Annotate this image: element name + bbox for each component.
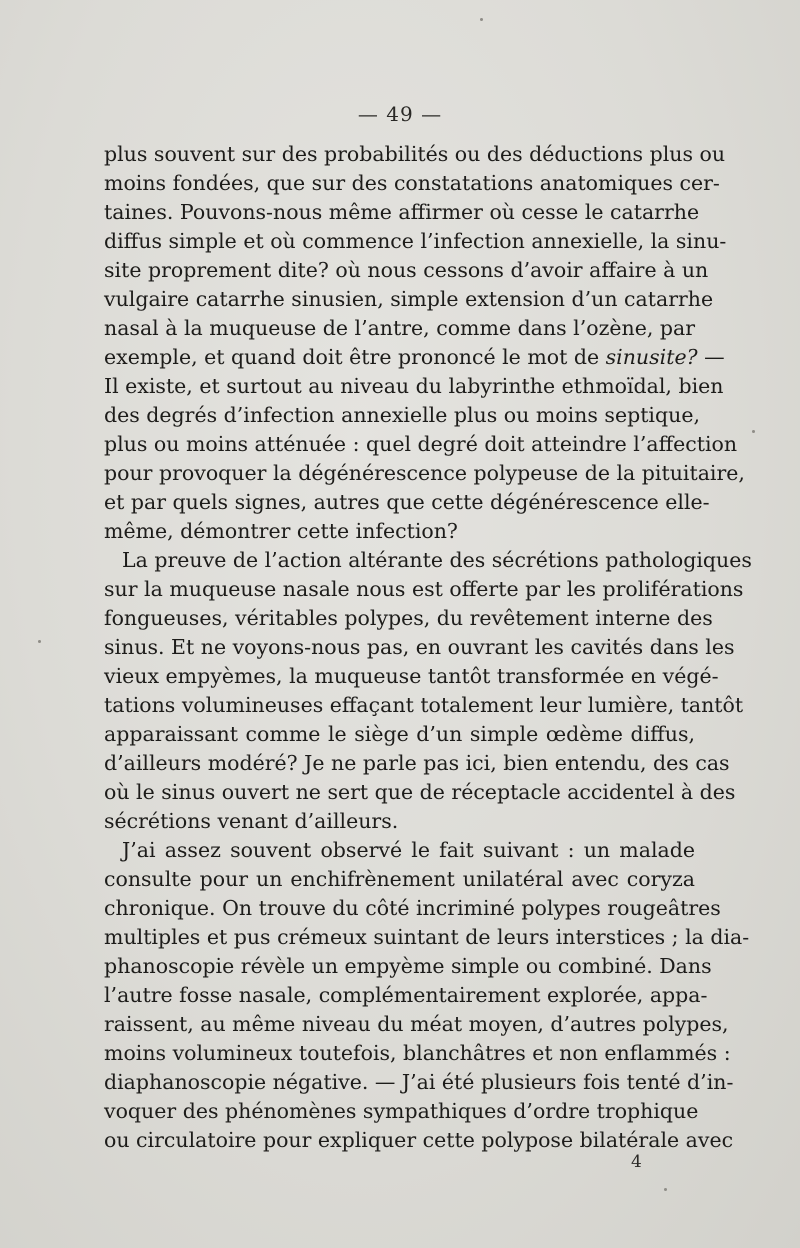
text-line	[104, 1010, 729, 1039]
text-line	[104, 343, 725, 372]
paper-speck	[480, 18, 483, 21]
text-line	[104, 198, 700, 227]
text-line	[104, 749, 730, 778]
text-line-content: taines. Pouvons-nous même affirmer où cesse le catarrhe	[104, 200, 700, 224]
text-line-content: où le sinus ouvert ne sert que de réceptacle accidentel à des	[104, 780, 736, 804]
text-line-content: vieux empyèmes, la muqueuse tantôt transformée en végé-	[104, 664, 719, 688]
text-line-content: tations volumineuses effaçant totalement leur lumière, tantôt	[104, 693, 744, 717]
text-line-content: multiples et pus crémeux suintant de leurs interstices ; la dia-	[104, 925, 750, 949]
text-line	[104, 285, 714, 314]
text-line-content: vulgaire catarrhe sinusien, simple extension d’un catarrhe	[104, 287, 714, 311]
text-line	[104, 575, 744, 604]
text-line-content: sur la muqueuse nasale nous est offerte par les proliférations	[104, 577, 744, 601]
text-line	[104, 778, 736, 807]
paper-speck	[664, 1188, 667, 1191]
text-line-content: nasal à la muqueuse de l’antre, comme dans l’ozène, par	[104, 316, 696, 340]
text-line	[104, 1068, 734, 1097]
text-line	[104, 227, 727, 256]
text-line-content: moins volumineux toutefois, blanchâtres et non enflammés :	[104, 1041, 731, 1065]
page-number: — 49 —	[357, 102, 443, 126]
text-line-content: voquer des phénomènes sympathiques d’ordre trophique	[104, 1099, 699, 1123]
text-line-content: site proprement dite? où nous cessons d’avoir affaire à un	[104, 258, 709, 282]
text-line-content: plus souvent sur des probabilités ou des déductions plus ou	[104, 142, 726, 166]
text-line	[104, 488, 710, 517]
text-line-content: plus ou moins atténuée : quel degré doit atteindre l’affection	[104, 432, 738, 456]
body-text	[104, 140, 752, 1155]
text-line-content: chronique. On trouve du côté incriminé polypes rougeâtres	[104, 896, 721, 920]
text-line	[104, 807, 695, 836]
text-line	[104, 517, 695, 546]
text-line	[104, 1126, 734, 1155]
text-line	[104, 314, 695, 343]
text-line-content: J’ai assez souvent observé le fait suivant : un malade	[122, 838, 695, 862]
text-line-content: d’ailleurs modéré? Je ne parle pas ici, bien entendu, des cas	[104, 751, 730, 775]
text-line-content: Il existe, et surtout au niveau du labyrinthe ethmoïdal, bien	[104, 374, 724, 398]
text-line	[104, 140, 726, 169]
text-line-content: consulte pour un enchifrènement unilatéral avec coryza	[104, 867, 695, 891]
text-line-tail: —	[697, 345, 725, 369]
text-line	[104, 256, 709, 285]
text-line-content: raissent, au même niveau du méat moyen, d’autres polypes,	[104, 1012, 729, 1036]
text-line	[104, 691, 744, 720]
text-line	[104, 981, 708, 1010]
text-line	[104, 372, 724, 401]
emphasized-term: sinusite?	[605, 345, 698, 369]
text-line-content: fongueuses, véritables polypes, du revêtement interne des	[104, 606, 713, 630]
text-line	[104, 633, 735, 662]
paper-speck	[38, 640, 41, 643]
text-line	[104, 894, 721, 923]
text-line-content: sinus. Et ne voyons-nous pas, en ouvrant les cavités dans les	[104, 635, 735, 659]
text-line-content: diffus simple et où commence l’infection annexielle, la sinu-	[104, 229, 727, 253]
text-line	[104, 459, 745, 488]
text-line-content: phanoscopie révèle un empyème simple ou combiné. Dans	[104, 954, 712, 978]
text-line-content: même, démontrer cette infection?	[104, 519, 458, 543]
text-line	[104, 1039, 731, 1068]
text-line	[104, 923, 750, 952]
text-line-content: La preuve de l’action altérante des sécrétions pathologiques	[122, 548, 752, 572]
paper-speck	[752, 430, 755, 433]
text-line-content: des degrés d’infection annexielle plus ou moins septique,	[104, 403, 700, 427]
text-line	[104, 546, 752, 575]
text-line-content: pour provoquer la dégénérescence polypeuse de la pituitaire,	[104, 461, 745, 485]
text-line-content: sécrétions venant d’ailleurs.	[104, 809, 399, 833]
text-line-content: apparaissant comme le siège d’un simple œdème diffus,	[104, 722, 695, 746]
text-line	[104, 401, 700, 430]
text-line	[104, 662, 719, 691]
text-line	[104, 1097, 699, 1126]
text-line	[104, 430, 738, 459]
text-line-content: et par quels signes, autres que cette dégénérescence elle-	[104, 490, 710, 514]
text-line	[104, 169, 720, 198]
text-line-content: diaphanoscopie négative. — J’ai été plusieurs fois tenté d’in-	[104, 1070, 734, 1094]
text-line-content: moins fondées, que sur des constatations anatomiques cer-	[104, 171, 720, 195]
text-line-content: l’autre fosse nasale, complémentairement explorée, appa-	[104, 983, 708, 1007]
text-line	[104, 865, 695, 894]
text-line	[104, 952, 712, 981]
signature-mark: 4	[631, 1152, 642, 1172]
text-line-content: exemple, et quand doit être prononcé le mot de	[104, 345, 606, 369]
text-line	[104, 720, 695, 749]
text-line	[104, 604, 713, 633]
text-line	[104, 836, 695, 865]
text-line-content: ou circulatoire pour expliquer cette polypose bilatérale avec	[104, 1128, 734, 1152]
